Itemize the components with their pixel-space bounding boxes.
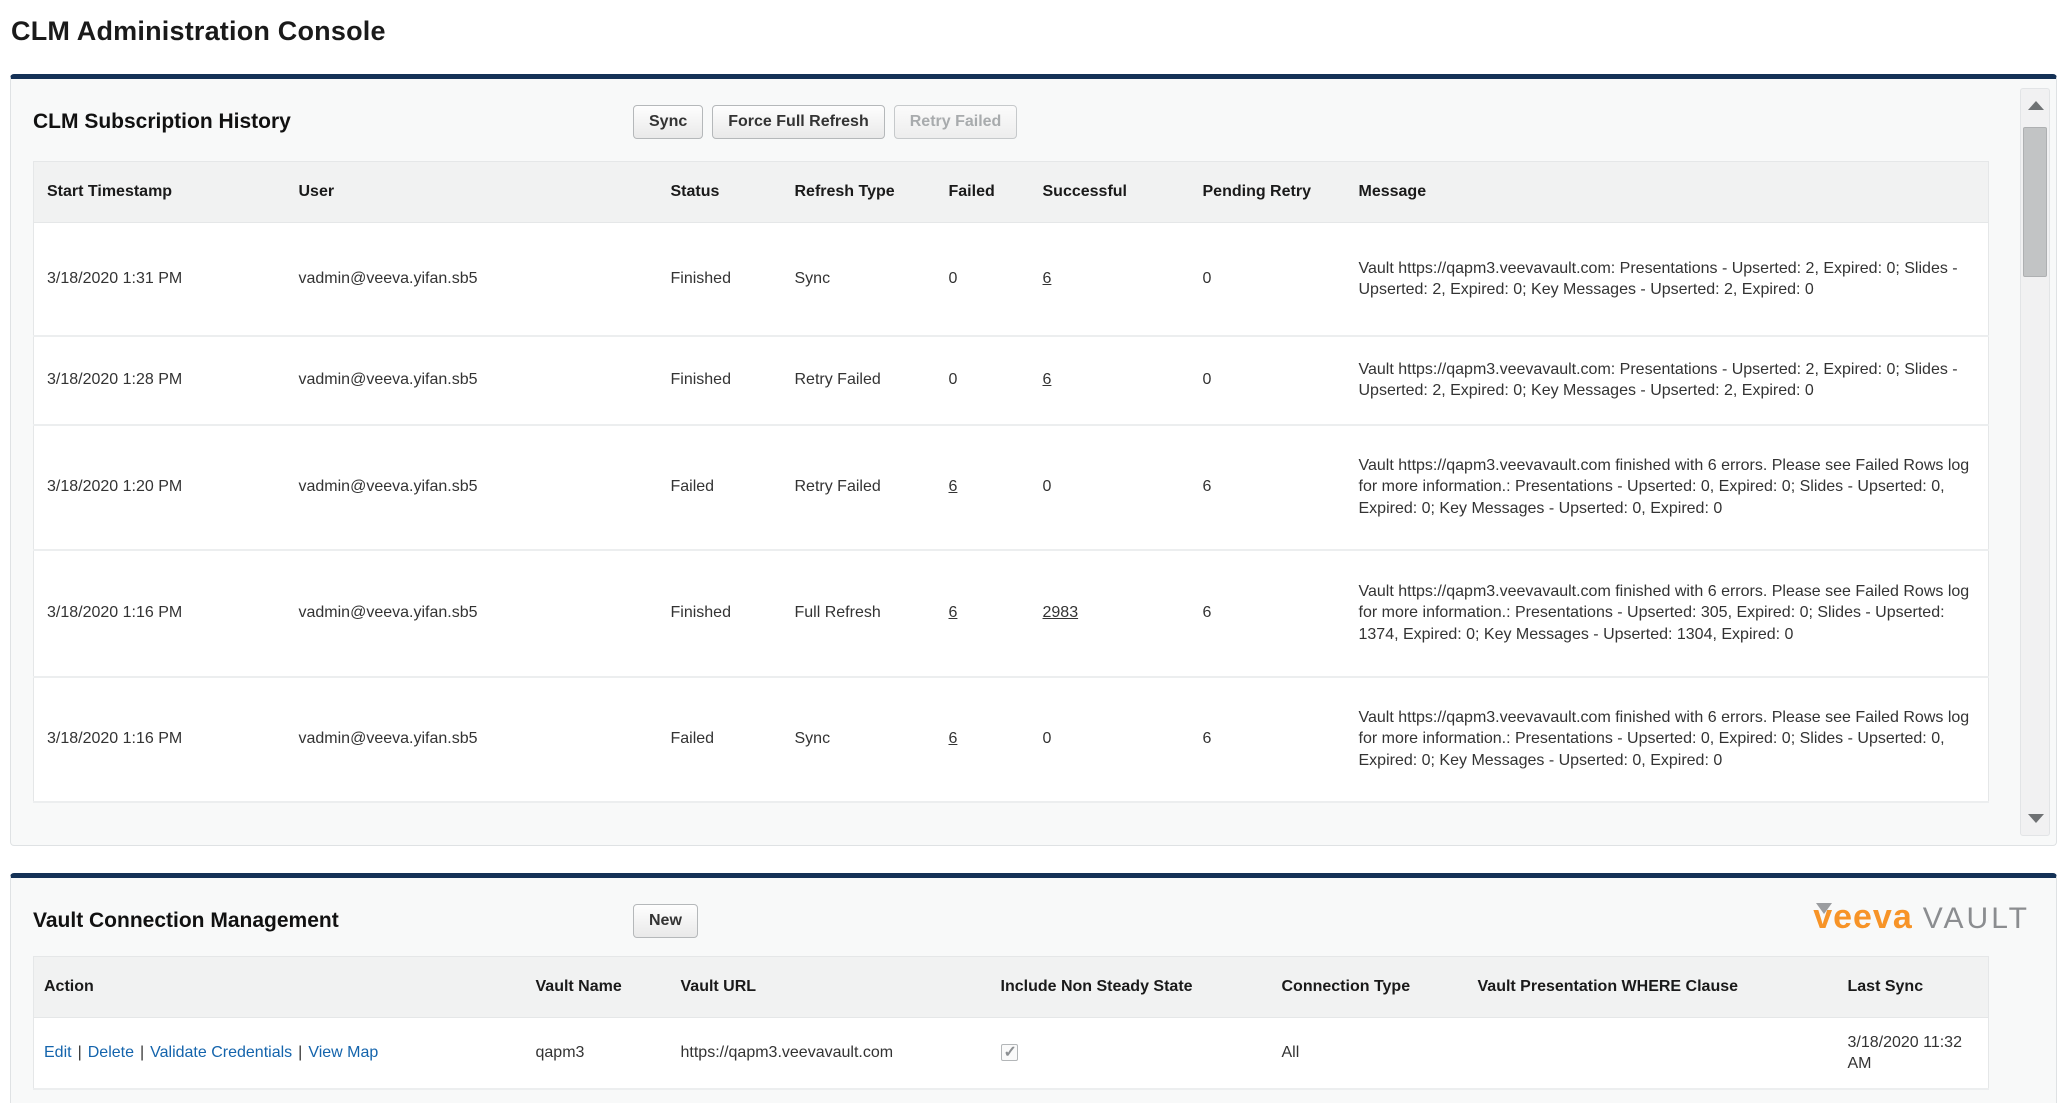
cell-vault-name: qapm3 bbox=[526, 1018, 671, 1090]
vault-logo-text: VAULT bbox=[1922, 902, 2030, 935]
subscription-history-panel bbox=[10, 74, 2057, 846]
col-header-vault-url: Vault URL bbox=[671, 957, 991, 1018]
col-header-last-sync: Last Sync bbox=[1838, 957, 1989, 1018]
cell-start-timestamp: 3/18/2020 1:20 PM bbox=[34, 425, 289, 550]
cell-where-clause bbox=[1468, 1018, 1838, 1090]
cell-refresh-type: Sync bbox=[785, 223, 939, 336]
action-separator: | bbox=[77, 1044, 82, 1062]
cell-failed: 0 bbox=[939, 336, 1033, 425]
col-header-action: Action bbox=[34, 957, 526, 1018]
cell-message: Vault https://qapm3.veevavault.com: Presentations - Upserted: 2, Expired: 0; Slides - Upserted: 2, Expired: 0; Key Messages - Upserted: 2, Expired: 0 bbox=[1349, 336, 1989, 425]
vault-connection-panel bbox=[10, 873, 2057, 1103]
table-row bbox=[34, 336, 1989, 425]
veeva-logo-triangle-icon bbox=[1816, 903, 1832, 914]
cell-include-non-steady-state bbox=[991, 1018, 1272, 1090]
cell-refresh-type: Sync bbox=[785, 677, 939, 802]
new-button[interactable]: New bbox=[633, 904, 698, 938]
retry-failed-button[interactable]: Retry Failed bbox=[894, 105, 1018, 139]
veeva-vault-logo bbox=[1813, 900, 2030, 934]
cell-start-timestamp: 3/18/2020 1:28 PM bbox=[34, 336, 289, 425]
cell-user: vadmin@veeva.yifan.sb5 bbox=[289, 677, 661, 802]
cell-message: Vault https://qapm3.veevavault.com finished with 6 errors. Please see Failed Rows log for more information.: Presentations - Upserted: 305, Expired: 0; Slides - Upserted: 1374, Expired: 0; Key Messages - Upserted: 1304, Expired: 0 bbox=[1349, 550, 1989, 677]
cell-pending-retry: 0 bbox=[1193, 336, 1349, 425]
vertical-scrollbar[interactable] bbox=[2020, 88, 2050, 836]
cell-start-timestamp: 3/18/2020 1:31 PM bbox=[34, 223, 289, 336]
col-header-successful: Successful bbox=[1033, 162, 1193, 223]
edit-link[interactable]: Edit bbox=[44, 1044, 72, 1062]
cell-user: vadmin@veeva.yifan.sb5 bbox=[289, 223, 661, 336]
cell-user: vadmin@veeva.yifan.sb5 bbox=[289, 425, 661, 550]
scrollbar-thumb[interactable] bbox=[2023, 127, 2047, 277]
col-header-connection-type: Connection Type bbox=[1272, 957, 1468, 1018]
cell-failed: 0 bbox=[939, 223, 1033, 336]
cell-message: Vault https://qapm3.veevavault.com finished with 6 errors. Please see Failed Rows log for more information.: Presentations - Upserted: 0, Expired: 0; Slides - Upserted: 0, Expired: 0; Key Messages - Upserted: 0, Expired: 0 bbox=[1349, 425, 1989, 550]
col-header-include-non-steady-state: Include Non Steady State bbox=[991, 957, 1272, 1018]
cell-connection-type: All bbox=[1272, 1018, 1468, 1090]
page-title: CLM Administration Console bbox=[11, 16, 386, 46]
cell-refresh-type: Retry Failed bbox=[785, 336, 939, 425]
cell-status: Finished bbox=[661, 550, 785, 677]
cell-status: Failed bbox=[661, 677, 785, 802]
table-row bbox=[34, 677, 1989, 802]
failed-count-link[interactable]: 6 bbox=[948, 604, 958, 621]
col-header-failed: Failed bbox=[939, 162, 1033, 223]
validate-credentials-link[interactable]: Validate Credentials bbox=[150, 1044, 293, 1062]
table-row bbox=[34, 223, 1989, 336]
successful-count-link[interactable]: 2983 bbox=[1042, 604, 1079, 621]
vault-connection-title: Vault Connection Management bbox=[33, 909, 339, 932]
subscription-button-group bbox=[633, 105, 1017, 139]
col-header-message: Message bbox=[1349, 162, 1989, 223]
checkmark-icon: ✓ bbox=[1003, 1044, 1017, 1062]
cell-user: vadmin@veeva.yifan.sb5 bbox=[289, 336, 661, 425]
cell-status: Finished bbox=[661, 336, 785, 425]
scroll-down-icon[interactable] bbox=[2028, 814, 2044, 823]
delete-link[interactable]: Delete bbox=[87, 1044, 134, 1062]
cell-last-sync: 3/18/2020 11:32 AM bbox=[1838, 1018, 1989, 1090]
col-header-start-timestamp: Start Timestamp bbox=[34, 162, 289, 223]
cell-pending-retry: 6 bbox=[1193, 425, 1349, 550]
cell-message: Vault https://qapm3.veevavault.com: Presentations - Upserted: 2, Expired: 0; Slides - Upserted: 2, Expired: 0; Key Messages - Upserted: 2, Expired: 0 bbox=[1349, 223, 1989, 336]
cell-vault-url: https://qapm3.veevavault.com bbox=[671, 1018, 991, 1090]
cell-start-timestamp: 3/18/2020 1:16 PM bbox=[34, 550, 289, 677]
cell-status: Failed bbox=[661, 425, 785, 550]
vault-connection-table bbox=[33, 956, 1989, 1090]
view-map-link[interactable]: View Map bbox=[308, 1044, 379, 1062]
col-header-where-clause: Vault Presentation WHERE Clause bbox=[1468, 957, 1838, 1018]
veeva-logo-text: veeva bbox=[1813, 898, 1913, 936]
failed-count-link[interactable]: 6 bbox=[948, 478, 958, 495]
force-full-refresh-button[interactable]: Force Full Refresh bbox=[712, 105, 884, 139]
cell-successful: 0 bbox=[1033, 425, 1193, 550]
cell-start-timestamp: 3/18/2020 1:16 PM bbox=[34, 677, 289, 802]
col-header-refresh-type: Refresh Type bbox=[785, 162, 939, 223]
action-separator: | bbox=[298, 1044, 303, 1062]
col-header-user: User bbox=[289, 162, 661, 223]
cell-pending-retry: 6 bbox=[1193, 677, 1349, 802]
successful-count-link[interactable]: 6 bbox=[1042, 371, 1052, 388]
col-header-status: Status bbox=[661, 162, 785, 223]
table-row bbox=[34, 1018, 1989, 1090]
col-header-pending-retry: Pending Retry bbox=[1193, 162, 1349, 223]
table-row bbox=[34, 425, 1989, 550]
cell-message: Vault https://qapm3.veevavault.com finished with 6 errors. Please see Failed Rows log for more information.: Presentations - Upserted: 0, Expired: 0; Slides - Upserted: 0, Expired: 0; Key Messages - Upserted: 0, Expired: 0 bbox=[1349, 677, 1989, 802]
col-header-vault-name: Vault Name bbox=[526, 957, 671, 1018]
table-row bbox=[34, 550, 1989, 677]
include-non-steady-state-checkbox[interactable] bbox=[1001, 1044, 1018, 1061]
cell-status: Finished bbox=[661, 223, 785, 336]
subscription-table-header-row bbox=[34, 162, 1989, 223]
failed-count-link[interactable]: 6 bbox=[948, 730, 958, 747]
scroll-up-icon[interactable] bbox=[2028, 101, 2044, 110]
vault-table-header-row bbox=[34, 957, 1989, 1018]
cell-refresh-type: Retry Failed bbox=[785, 425, 939, 550]
sync-button[interactable]: Sync bbox=[633, 105, 703, 139]
cell-refresh-type: Full Refresh bbox=[785, 550, 939, 677]
cell-successful: 0 bbox=[1033, 677, 1193, 802]
subscription-history-title: CLM Subscription History bbox=[33, 110, 291, 133]
subscription-history-table bbox=[33, 161, 1989, 803]
cell-pending-retry: 0 bbox=[1193, 223, 1349, 336]
cell-user: vadmin@veeva.yifan.sb5 bbox=[289, 550, 661, 677]
successful-count-link[interactable]: 6 bbox=[1042, 269, 1052, 287]
action-separator: | bbox=[139, 1044, 145, 1062]
cell-pending-retry: 6 bbox=[1193, 550, 1349, 677]
cell-actions bbox=[34, 1018, 526, 1090]
